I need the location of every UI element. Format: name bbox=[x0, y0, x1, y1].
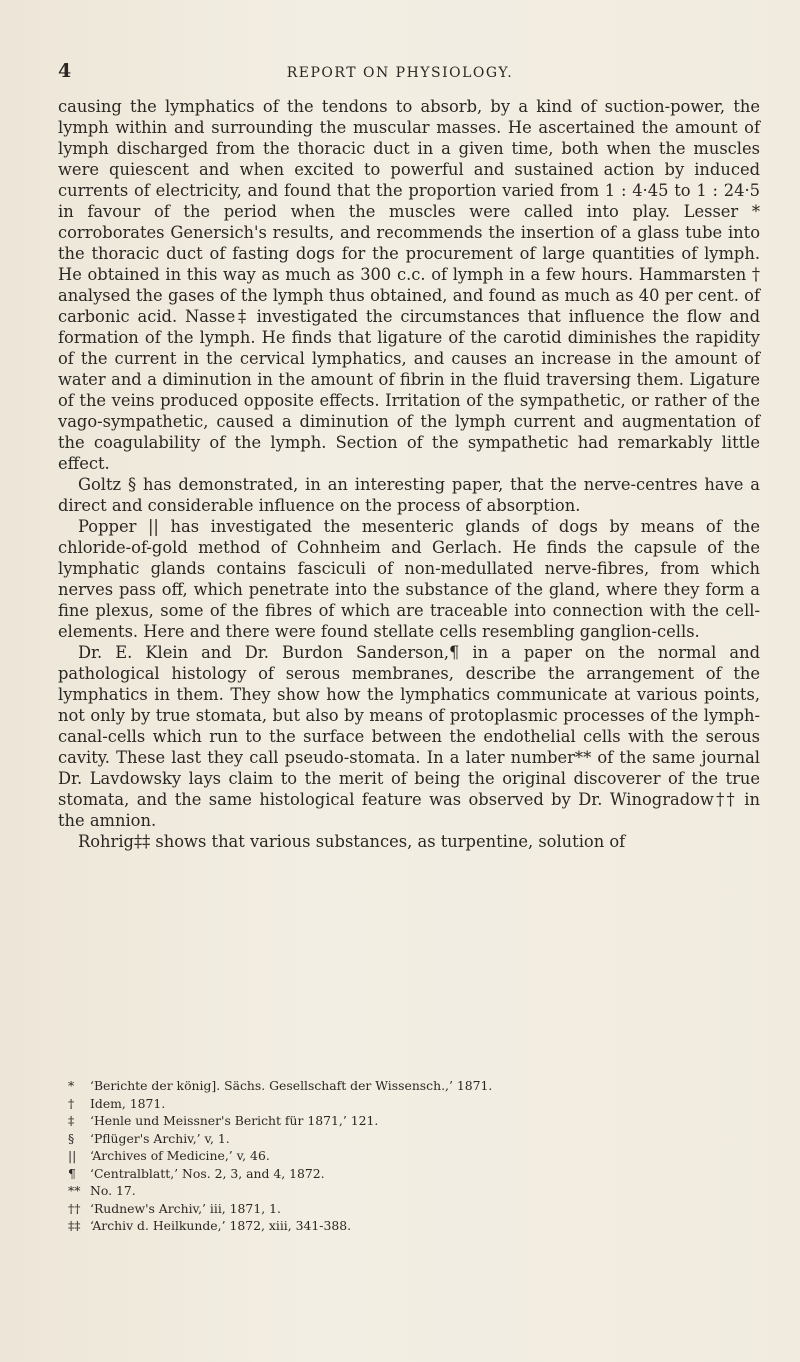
footnote bbox=[68, 1130, 758, 1148]
footnote-text: ‘Rudnew's Archiv,’ iii, 1871, 1. bbox=[90, 1200, 281, 1216]
footnote-text: ‘Berichte der könig]. Sächs. Gesellschaft der Wissensch.,’ 1871. bbox=[90, 1078, 493, 1093]
footnote-text: Idem, 1871. bbox=[90, 1095, 166, 1111]
footnote-text: ‘Pflüger's Archiv,’ v, 1. bbox=[90, 1130, 230, 1146]
footnote-mark: ‡‡ bbox=[68, 1218, 81, 1233]
body-text bbox=[58, 96, 760, 852]
footnote-mark: || bbox=[68, 1148, 77, 1163]
footnote bbox=[68, 1182, 758, 1200]
paragraph: causing the lymphatics of the tendons to absorb, by a kind of suction-power, the lymph within and surrounding the muscular masses. He ascertained the amount of lymph discharged from the thoracic duct in a given time, both when the muscles were quiescent and when excited to powerful and sustained action by induced currents of electricity, and found that the proportion varied from 1 : 4·45 to 1 : 24·5 in favour of the period when the muscles were called into play. Lesser * corroborates Genersich's results, and recommends the insertion of a glass tube into the thoracic duct of fasting dogs for the procurement of large quantities of lymph. He obtained in this way as much as 300 c.c. of lymph in a few hours. Hammarsten † analysed the gases of the lymph thus obtained, and found as much as 40 per cent. of carbonic acid. Nasse‡ investigated the circumstances that influence the flow and formation of the lymph. He finds that ligature of the carotid diminishes the rapidity of the current in the cervical lymphatics, and causes an increase in the amount of water and a diminution in the amount of fibrin in the fluid traversing them. Ligature of the veins produced opposite effects. Irritation of the sympathetic, or rather of the vago-sympathetic, caused a diminution of the lymph current and augmentation of the coagulability of the lymph. Section of the sympathetic had remarkably little effect. bbox=[58, 97, 760, 473]
footnote bbox=[68, 1217, 758, 1235]
footnote-mark: † bbox=[68, 1095, 75, 1111]
footnotes bbox=[68, 1077, 758, 1235]
running-head: REPORT ON PHYSIOLOGY. bbox=[286, 65, 514, 81]
footnote bbox=[68, 1095, 758, 1113]
footnote-mark: ‡ bbox=[68, 1113, 75, 1128]
footnote bbox=[68, 1165, 758, 1183]
page-number: 4 bbox=[58, 60, 72, 82]
footnote bbox=[68, 1200, 758, 1218]
paragraph: Popper || has investigated the mesenteric glands of dogs by means of the chloride-of-gold method of Cohnheim and Gerlach. He finds the capsule of the lymphatic glands contains fasciculi of non-medullated nerve-fibres, from which nerves pass off, which penetrate into the substance of the gland, where they form a fine plexus, some of the fibres of which are traceable into connection with the cell-elements. Here and there were found stellate cells resembling ganglion-cells. bbox=[58, 517, 760, 641]
footnote-text: No. 17. bbox=[90, 1183, 136, 1198]
paragraph: Rohrig‡‡ shows that various substances, as turpentine, solution of bbox=[78, 832, 626, 851]
footnote-text: ‘Archiv d. Heilkunde,’ 1872, xiii, 341-388. bbox=[90, 1218, 352, 1233]
footnote bbox=[68, 1077, 758, 1095]
footnote-text: ‘Centralblatt,’ Nos. 2, 3, and 4, 1872. bbox=[90, 1165, 325, 1181]
paragraph: Dr. E. Klein and Dr. Burdon Sanderson,¶ in a paper on the normal and pathological histology of serous membranes, describe the arrangement of the lymphatics in them. They show how the lymphatics communicate at various points, not only by true stomata, but also by means of protoplasmic processes of the lymph-canal-cells which run to the surface between the endothelial cells with the serous cavity. These last they call pseudo-stomata. In a later number** of the same journal Dr. Lavdowsky lays claim to the merit of being the original discoverer of the true stomata, and the same histological feature was observed by Dr. Winogradow†† in the amnion. bbox=[58, 643, 760, 830]
footnote-text: ‘Henle und Meissner's Bericht für 1871,’ 121. bbox=[90, 1113, 379, 1128]
footnote bbox=[68, 1147, 758, 1165]
paragraph: Goltz § has demonstrated, in an interesting paper, that the nerve-centres have a direct and considerable influence on the process of absorption. bbox=[58, 475, 760, 515]
footnote-mark: § bbox=[68, 1130, 75, 1146]
footnote-text: ‘Archives of Medicine,’ v, 46. bbox=[90, 1148, 270, 1163]
footnote-mark: * bbox=[68, 1078, 75, 1093]
footnote bbox=[68, 1112, 758, 1130]
footnote-mark: ¶ bbox=[68, 1165, 76, 1181]
footnote-mark: †† bbox=[68, 1200, 81, 1216]
footnote-mark: ** bbox=[68, 1183, 81, 1198]
